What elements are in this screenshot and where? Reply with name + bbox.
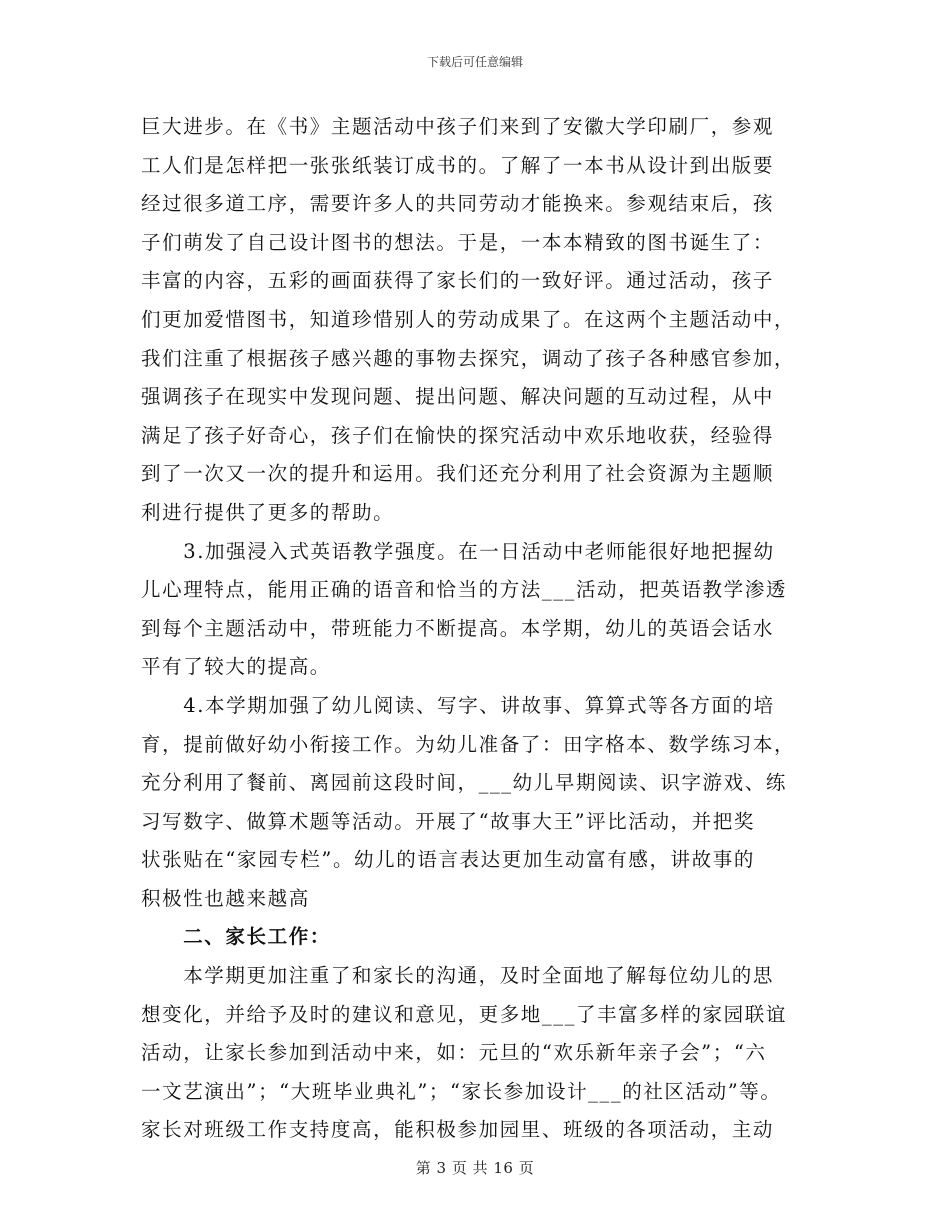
text-line: 平有了较大的提高。 (141, 655, 331, 679)
text-line: 充分利用了餐前、离园前这段时间，___幼儿早期阅读、识字游戏、练 (141, 771, 787, 795)
text-line: 巨大进步。在《书》主题活动中孩子们来到了安徽大学印刷厂，参观 (141, 115, 775, 138)
text-line: 育，提前做好幼小衔接工作。为幼儿准备了：田字格本、数学练习本， (141, 732, 796, 756)
page-header-note: 下载后可任意编辑 (426, 55, 523, 69)
document-body (141, 108, 821, 1150)
text-line: 利进行提供了更多的帮助。 (141, 500, 395, 524)
text-line: 儿心理特点，能用正确的语音和恰当的方法___活动，把英语教学渗透 (141, 578, 787, 602)
text-line: 子们萌发了自己设计图书的想法。于是，一本本精致的图书诞生了： (141, 230, 775, 254)
text-line: 满足了孩子好奇心，孩子们在愉快的探究活动中欢乐地收获，经验得 (141, 423, 775, 447)
text-line: 本学期更加注重了和家长的沟通，及时全面地了解每位幼儿的思 (141, 964, 775, 988)
text-line: 家长对班级工作支持度高，能积极参加园里、班级的各项活动，主动 (141, 1118, 775, 1142)
text-line: 4.本学期加强了幼儿阅读、写字、讲故事、算算式等各方面的培 (141, 693, 775, 717)
text-line: 3.加强浸入式英语教学强度。在一日活动中老师能很好地把握幼 (141, 539, 775, 563)
text-line: 活动，让家长参加到活动中来，如：元旦的“欢乐新年亲子会”；“六 (141, 1041, 767, 1065)
page-number: 第 3 页 共 16 页 (415, 1159, 535, 1177)
text-line: 强调孩子在现实中发现问题、提出问题、解决问题的互动过程，从中 (141, 385, 775, 409)
text-line: 丰富的内容，五彩的画面获得了家长们的一致好评。通过活动，孩子 (141, 269, 775, 293)
text-line: 工人们是怎样把一张张纸装订成书的。了解了一本书从设计到出版要 (141, 153, 775, 177)
text-line: 想变化，并给予及时的建议和意见，更多地___了丰富多样的家园联谊 (141, 1002, 787, 1026)
text-line: 到每个主题活动中，带班能力不断提高。本学期，幼儿的英语会话水 (141, 616, 775, 640)
text-line: 到了一次又一次的提升和运用。我们还充分利用了社会资源为主题顺 (141, 462, 775, 486)
section-heading: 二、家长工作： (141, 925, 331, 949)
text-line: 习写数字、做算术题等活动。开展了“故事大王”评比活动，并把奖 (141, 809, 755, 833)
text-line: 积极性也越来越高 (141, 886, 310, 910)
text-line: 经过很多道工序，需要许多人的共同劳动才能换来。参观结束后，孩 (141, 192, 775, 216)
text-line: 一文艺演出”；“大班毕业典礼”；“家长参加设计___的社区活动”等。 (141, 1079, 782, 1103)
text-line: 我们注重了根据孩子感兴趣的事物去探究，调动了孩子各种感官参加， (141, 346, 796, 370)
text-line: 状张贴在“家园专栏”。幼儿的语言表达更加生动富有感，讲故事的 (141, 848, 755, 872)
text-line: 们更加爱惜图书，知道珍惜别人的劳动成果了。在这两个主题活动中， (141, 307, 796, 331)
